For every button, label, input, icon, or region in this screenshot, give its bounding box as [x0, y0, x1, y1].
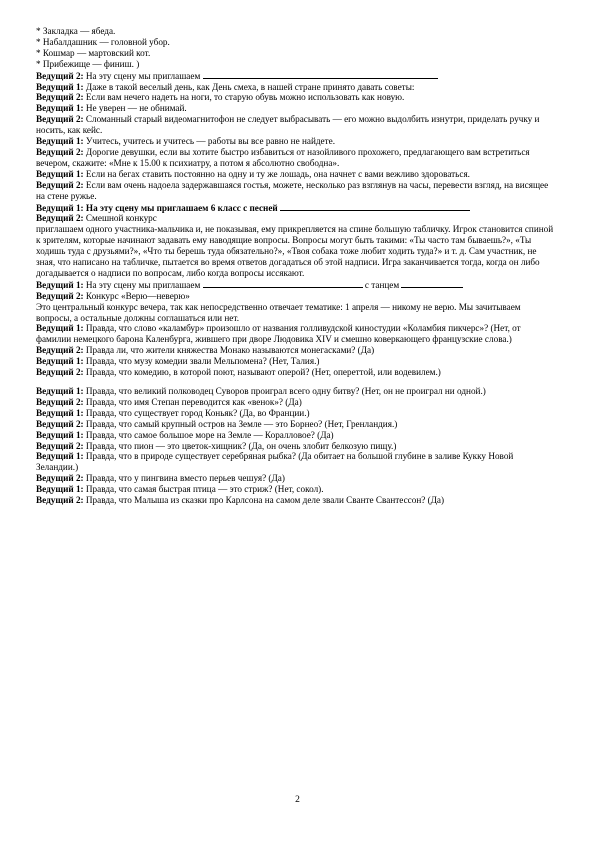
question-line: [36, 484, 556, 495]
questions-block-1: [36, 323, 556, 378]
speaker-label: Ведущий 2:: [36, 146, 84, 157]
dialogue-line: [36, 169, 556, 180]
dialogue-line: [36, 180, 556, 202]
question-text: Правда, что Малыша из сказки про Карлсона на самом деле звали Сванте Свантессон? (Да): [83, 495, 445, 506]
speaker-label: Ведущий 2:: [36, 92, 84, 103]
question-line: [36, 323, 556, 345]
page-content: [36, 26, 556, 506]
glossary-item: * Набалдашник — головной убор.: [36, 36, 170, 47]
speaker-label: Ведущий 2:: [36, 114, 84, 125]
question-text: Правда, что самое большое море на Земле — Коралловое? (Да): [83, 429, 334, 440]
question-text: Правда, что слово «каламбур» произошло от названия голливудской киностудии «Коламбия пикчерс»? (Нет, от фамилии немецкого барона Каленбурга, жившего при дворе Людовика XIV и смешно коверкающего французские слова.): [36, 323, 521, 345]
fill-in-blank: [203, 279, 363, 288]
fill-in-blank: [280, 202, 470, 211]
contest-title: Конкурс «Верю—неверю»: [83, 290, 190, 301]
question-text: Правда, что комедию, в которой поют, называют оперой? (Нет, опереттой, или водевилем.): [83, 367, 441, 378]
speaker-label: Ведущий 1:: [36, 407, 84, 418]
speaker-label: Ведущий 2:: [36, 367, 84, 378]
dialogue-line: [36, 92, 556, 103]
speaker-label: Ведущий 1:: [36, 451, 84, 462]
speaker-label: Ведущий 2:: [36, 396, 84, 407]
contest-description: Это центральный конкурс вечера, так как непосредственно отвечает тематике: 1 апреля — никому не верю. Мы зачитываем вопросы, а остальные должны соглашаться или нет.: [36, 301, 521, 323]
dialogue-text: Если на бегах ставить постоянно на одну и ту же лошадь, она начнет с вами вежливо здороваться.: [83, 168, 470, 179]
speaker-label: Ведущий 1:: [36, 386, 84, 396]
question-text: Правда, что имя Степан переводится как «венок»? (Да): [83, 396, 302, 407]
dialogue-line: [36, 114, 556, 136]
dialogue-text: с танцем: [364, 279, 400, 290]
question-line: [36, 430, 556, 441]
question-line: [36, 386, 556, 397]
question-line: [36, 367, 556, 378]
question-text: Правда, что у пингвина вместо перьев чешуя? (Да): [83, 473, 285, 484]
question-text: Правда, что самая быстрая птица — это стриж? (Нет, сокол).: [83, 484, 324, 495]
speaker-label: Ведущий 2:: [36, 213, 84, 224]
dialogue-line: [36, 291, 556, 302]
question-text: Правда, что музу комедии звали Мельпомена? (Нет, Талия.): [83, 356, 320, 367]
glossary-list: [36, 26, 556, 70]
question-line: [36, 345, 556, 356]
glossary-item: * Закладка — ябеда.: [36, 26, 116, 36]
dialogue-line: [36, 103, 556, 114]
speaker-label: Ведущий 1:: [36, 136, 84, 147]
dialogue-line: [36, 82, 556, 93]
dialogue-text: На эту сцену мы приглашаем 6 класс с песней: [83, 202, 278, 213]
speaker-label: Ведущий 2:: [36, 495, 84, 506]
question-text: Правда, что самый крупный остров на Земле — это Борнео? (Нет, Гренландия.): [83, 418, 398, 429]
dialogue-text: Сломанный старый видеомагнитофон не следует выбрасывать — его можно выдолбить изнутри, приделать ручку и носить, как кейс.: [36, 114, 540, 136]
speaker-label: Ведущий 2:: [36, 70, 84, 81]
speaker-label: Ведущий 2:: [36, 290, 84, 301]
question-line: [36, 356, 556, 367]
page-number: 2: [295, 795, 300, 805]
dialogue-text: Даже в такой веселый день, как День смеха, в нашей стране принято давать советы:: [83, 81, 415, 92]
speaker-label: Ведущий 2:: [36, 345, 84, 356]
question-line: [36, 473, 556, 484]
speaker-label: Ведущий 1:: [36, 429, 84, 440]
question-text: Правда ли, что жители княжества Монако называются монегасками? (Да): [83, 345, 375, 356]
dialogue-text: Не уверен — не обнимай.: [83, 103, 187, 114]
glossary-item: * Кошмар — мартовский кот.: [36, 47, 151, 58]
speaker-label: Ведущий 1:: [36, 202, 84, 213]
speaker-label: Ведущий 1:: [36, 168, 84, 179]
question-text: Правда, что великий полководец Суворов проиграл всего одну битву? (Нет, он не проиграл ни одной.): [83, 386, 486, 396]
dialogue-line: [36, 147, 556, 169]
dialogue-line: [36, 202, 556, 214]
question-line: [36, 441, 556, 452]
dialogue-text: Дорогие девушки, если вы хотите быстро избавиться от назойливого прохожего, предлагающего вам встретиться вечером, скажите: «Мне к 15.00 к психиатру, а потом я абсолютно свободна».: [36, 146, 530, 168]
speaker-label: Ведущий 2:: [36, 440, 84, 451]
speaker-label: Ведущий 2:: [36, 473, 84, 484]
speaker-label: Ведущий 1:: [36, 323, 84, 334]
dialogue-text: На эту сцену мы приглашаем: [83, 279, 201, 290]
question-line: [36, 495, 556, 506]
contest-description: приглашаем одного участника-мальчика и, не показывая, ему прикрепляется на спине большую табличку. Игрок становится спиной к зрителям, которые начинают задавать ему наводящие вопросы. Вопросы могут быть такими: «Ты часто там бываешь?», «Ты ходишь туда с друзьями?», «Что ты берешь туда обязательно?», «Твоя собака тоже любит ходить туда?» и т. д. Сам участник, не зная, что написано на табличке, пытается во время ответов догадаться об этой надписи. Игра заканчивается тогда, когда он либо догадывается о надписи по вопросам, либо когда вопросы иссякают.: [36, 224, 554, 278]
dialogue-text: Если вам очень надоела задержавшаяся гостья, можете, несколько раз взглянув на часы, перевести взгляд, на висящее на стене ружье.: [36, 179, 549, 201]
question-text: Правда, что в природе существует серебряная рыбка? (Да обитает на большой глубине в заливе Кукку Новой Зеландии.): [36, 451, 514, 473]
dialogue-block: [36, 70, 556, 225]
question-text: Правда, что пион — это цветок-хищник? (Да, он очень злобит белкозую пищу.): [83, 440, 397, 451]
questions-block-2: [36, 386, 556, 506]
fill-in-blank: [401, 279, 463, 288]
glossary-item: * Прибежище — финиш. ): [36, 58, 140, 69]
speaker-label: Ведущий 2:: [36, 418, 84, 429]
question-text: Правда, что существует город Коньяк? (Да, во Франции.): [83, 407, 310, 418]
dialogue-text: Учитесь, учитесь и учитесь — работы вы все равно не найдете.: [83, 136, 336, 147]
speaker-label: Ведущий 1:: [36, 279, 84, 290]
paragraph-gap: [36, 378, 556, 386]
question-line: [36, 419, 556, 430]
question-line: [36, 451, 556, 473]
dialogue-line: [36, 279, 556, 291]
dialogue-text: На эту сцену мы приглашаем: [85, 70, 201, 81]
dialogue-text: Если вам нечего надеть на ноги, то старую обувь можно использовать как новую.: [83, 92, 405, 103]
speaker-label: Ведущий 1:: [36, 356, 84, 367]
dialogue-line: [36, 70, 556, 82]
speaker-label: Ведущий 1:: [36, 484, 84, 495]
speaker-label: Ведущий 1:: [36, 81, 84, 92]
contest-title: Смешной конкурс: [83, 213, 157, 224]
dialogue-line: [36, 136, 556, 147]
speaker-label: Ведущий 2:: [36, 179, 84, 190]
dialogue-line: [36, 213, 556, 224]
question-line: [36, 408, 556, 419]
question-line: [36, 397, 556, 408]
fill-in-blank: [203, 70, 438, 79]
speaker-label: Ведущий 1:: [36, 103, 84, 114]
